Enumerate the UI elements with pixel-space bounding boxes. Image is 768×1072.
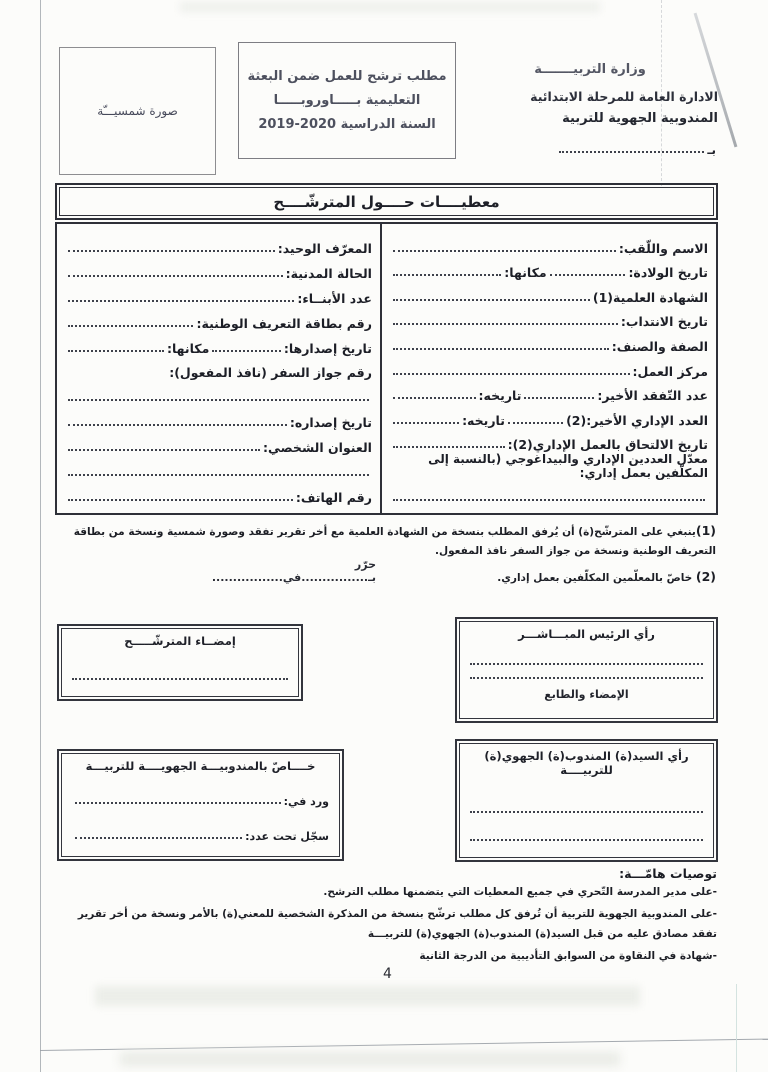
form-title-bar <box>59 187 714 216</box>
dotted-fill-line <box>75 802 281 804</box>
delegate-opinion-title: رأي السيد(ة) المندوب(ة) الجهوي(ة) للتربيــــة <box>484 749 689 777</box>
field-last-inspection: عدد التّفقد الأخير: تاريخه: <box>390 379 708 404</box>
field-id-issue-date-place: تاريخ إصدارها: مكانها: <box>65 331 372 356</box>
field-national-id-number: رقم بطاقة التعريف الوطنية: <box>65 306 372 331</box>
dotted-fill-line <box>75 837 242 839</box>
field-name-surname: الاسم واللّقب: <box>390 231 708 256</box>
form-column-right <box>380 224 716 513</box>
supervisor-opinion-box <box>459 621 714 719</box>
footnote-1 <box>62 520 716 560</box>
dotted-fill-line <box>393 274 501 276</box>
regional-delegation: المندوبية الجهوية للتربية <box>562 111 718 126</box>
dotted-fill-line <box>393 348 609 350</box>
field-personal-address-label: العنوان الشخصي: <box>65 430 372 455</box>
supervisor-opinion-title: رأي الرئيس المبـــاشـــر <box>518 627 655 641</box>
field-admin-work-join-date: تاريخ الالتحاق بالعمل الإداري(2): <box>390 428 708 453</box>
application-title-line1: مطلب ترشح للعمل ضمن البعثة <box>247 69 447 84</box>
scan-artifact-bottom-edge-line <box>40 1039 768 1051</box>
candidate-signature-box <box>61 628 299 697</box>
ministry-name: وزارة التربيـــــــة <box>534 62 646 77</box>
application-title-line2: التعليمية بـــــاوروبـــــا <box>273 93 421 108</box>
signature-and-stamp-label: الإمضاء والطابع <box>544 688 629 701</box>
dotted-fill-line <box>212 350 281 352</box>
location-prefix-label: بـ <box>707 143 716 157</box>
field-passport-issue-date: تاريخ إصداره: <box>65 405 372 430</box>
dotted-fill-line <box>550 274 626 276</box>
field-recruitment-date: تاريخ الانتداب: <box>390 305 708 330</box>
dotted-fill-line <box>393 323 618 325</box>
form-column-left <box>57 224 380 513</box>
field-registered-under-number: سجّل تحت عدد: <box>72 830 329 843</box>
general-administration: الادارة العامة للمرحلة الابتدائية <box>530 89 718 104</box>
footnote-1-marker: (1) <box>695 523 716 538</box>
scan-artifact-left-edge-line <box>40 0 41 1072</box>
dotted-fill-line <box>68 399 369 401</box>
dotted-fill-line <box>393 422 459 424</box>
footnotes <box>62 520 716 588</box>
footnote-2 <box>62 566 716 588</box>
important-recommendations <box>55 866 717 967</box>
regional-delegation-box-title: خــــاصّ بالمندوبيـــة الجهويــــة للتربيـــة <box>85 759 316 773</box>
dotted-fill-line <box>68 499 293 501</box>
field-unique-identifier: المعرّف الوحيد: <box>65 231 372 256</box>
dotted-fill-line <box>470 811 703 813</box>
scan-artifact-smudge <box>95 986 640 1006</box>
dotted-fill-line <box>68 300 294 302</box>
dotted-fill-line <box>470 839 703 841</box>
dotted-fill-line <box>524 397 594 399</box>
dotted-fill-line <box>559 151 704 153</box>
dotted-fill-line <box>393 373 630 375</box>
recommendation-item: -على مدير المدرسة التّحري في جميع المعطيات التي يتضمنها مطلب الترشح. <box>323 886 717 898</box>
scan-artifact-smudge <box>180 2 600 12</box>
dotted-fill-line <box>68 325 193 327</box>
dotted-fill-line <box>68 250 275 252</box>
dotted-fill-line <box>393 397 476 399</box>
application-title-box <box>238 42 456 159</box>
application-title-line3: السنة الدراسية 2020-2019 <box>258 117 436 132</box>
delegation-location-field <box>556 143 716 157</box>
field-children-count: عدد الأبنــاء: <box>65 281 372 306</box>
dotted-fill-line <box>68 275 283 277</box>
dotted-fill-line <box>393 250 616 252</box>
recommendation-item: -شهادة في النقاوة من السوابق التأديبية من الدرجة الثانية <box>419 949 717 962</box>
photo-box-label: صورة شمسيـــّة <box>97 104 178 118</box>
recommendations-title: توصيات هامّـــة: <box>619 866 717 881</box>
candidate-data-form <box>55 222 718 515</box>
dotted-fill-line <box>508 422 563 424</box>
ministry-header <box>448 62 718 157</box>
page-number: 4 <box>383 966 392 982</box>
field-passport-number-line <box>65 380 372 405</box>
dotted-fill-line <box>72 678 288 680</box>
field-civil-status: الحالة المدنية: <box>65 256 372 281</box>
field-received-on: ورد في: <box>72 795 329 808</box>
recommendation-item: -على المندوبية الجهوية للتربية أن تُرفق كل مطلب ترشّح بنسخة من المذكرة الشخصية للمعني(ة) بالأمر ونسخة من أخر تقرير تفقد مصادق عليه من قبل السيد(ة) المندوب(ة) الجهوي(ة) للتربيـــة <box>77 907 717 940</box>
dotted-fill-line <box>393 299 590 301</box>
field-birth-date-place: تاريخ الولادة: مكانها: <box>390 256 708 281</box>
footnote-2-marker: (2) <box>695 569 716 585</box>
dotted-fill-line <box>68 474 369 476</box>
field-passport-number-label: رقم جواز السفر (نافذ المفعول): <box>169 365 372 381</box>
field-grades-average-label: معدّل العددين الإداري والبيداغوجي (بالنسبة إلى المكلّفين بعمل إداري: <box>428 452 708 481</box>
form-title: معطيــــات حــــول المترشّــــح <box>273 192 500 211</box>
scan-artifact-right-edge-line <box>736 984 737 1072</box>
issued-at-line: حرّر بـ................في................. <box>211 558 376 584</box>
field-last-admin-grade: العدد الإداري الأخير:(2) تاريخه: <box>390 403 708 428</box>
dotted-fill-line <box>470 677 703 679</box>
regional-delegation-box <box>61 753 340 857</box>
field-academic-degree: الشهادة العلمية(1) <box>390 280 708 305</box>
dotted-fill-line <box>68 424 287 426</box>
footnote-2-text: خاصّ بالمعلّمين المكلّفين بعمل إداري. <box>497 572 693 585</box>
delegate-opinion-box <box>459 743 714 858</box>
field-grades-average-line <box>390 480 708 505</box>
scan-artifact-smudge <box>120 1052 620 1066</box>
dotted-fill-line <box>393 499 705 501</box>
field-personal-address-line <box>65 455 372 480</box>
dotted-fill-line <box>470 663 703 665</box>
field-grade-category: الصفة والصنف: <box>390 329 708 354</box>
footnote-1-text: ينبغي على المترشّح(ة) أن يُرفق المطلب بنسخة من الشهادة العلمية مع أخر تقرير تفقد وصورة شمسية ونسخة من بطاقة التعريف الوطنية ونسخة من جواز السفر نافذ المفعول. <box>73 526 716 557</box>
candidate-signature-title: إمضــاء المترشّـــــح <box>124 634 236 648</box>
field-phone-number: رقم الهاتف: <box>65 480 372 505</box>
dotted-fill-line <box>68 350 164 352</box>
field-work-center: مركز العمل: <box>390 354 708 379</box>
photo-box <box>59 47 216 175</box>
dotted-fill-line <box>68 449 260 451</box>
dotted-fill-line <box>393 446 505 448</box>
